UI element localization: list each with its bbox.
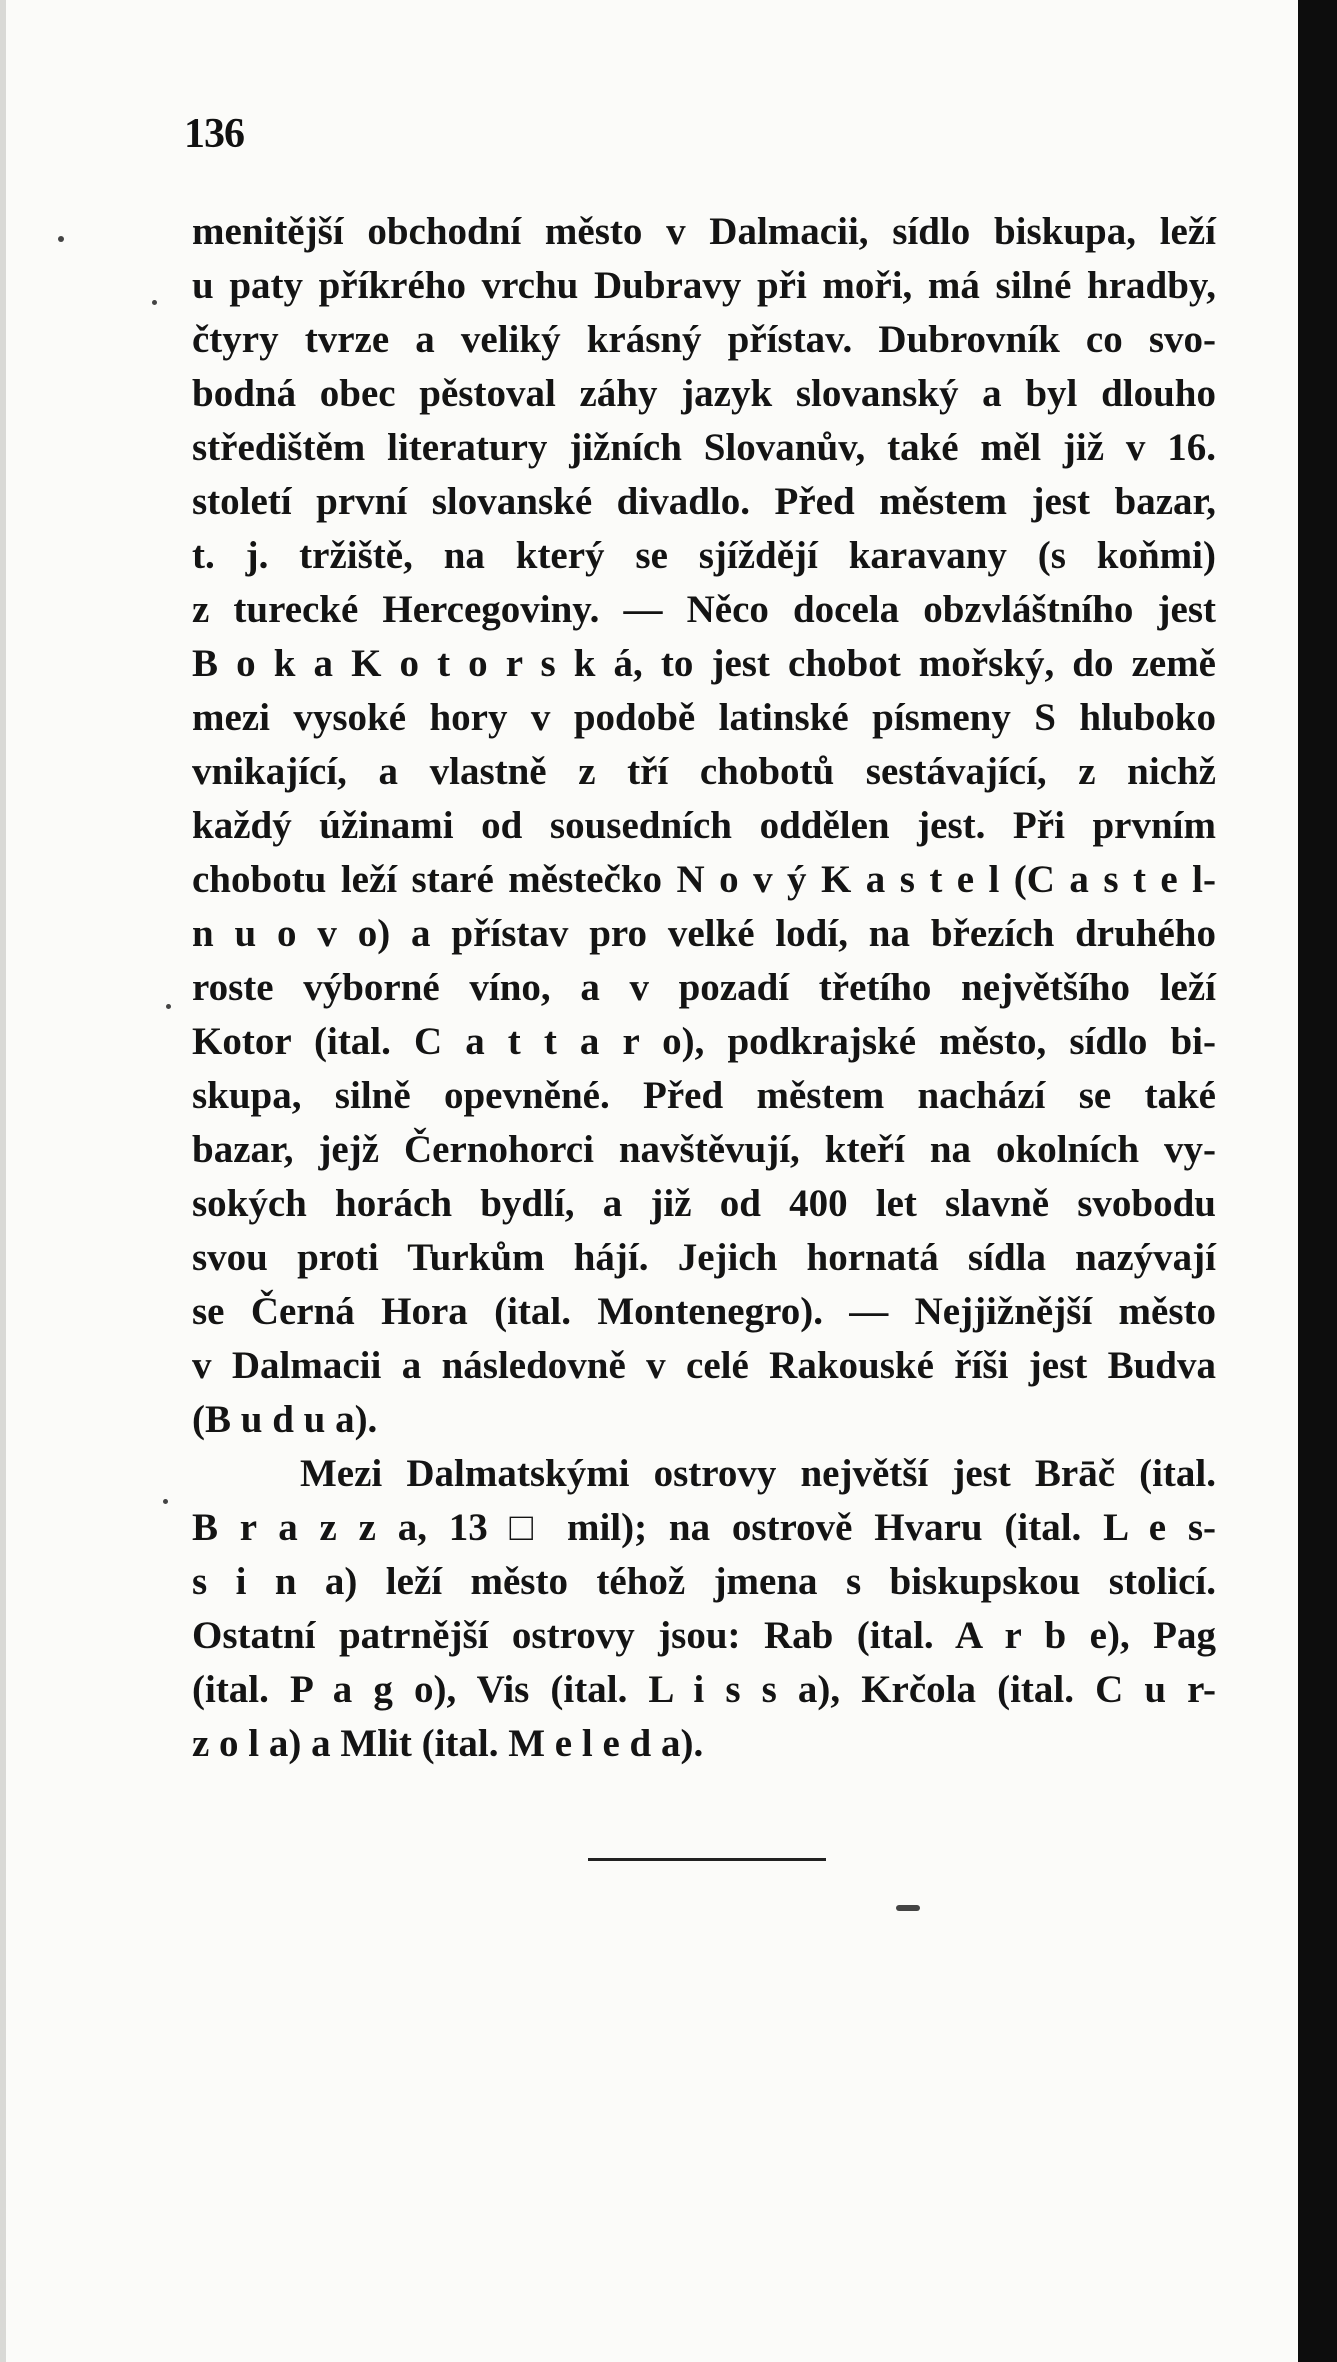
- text-line: n u o v o) a přístav pro velké lodí, na březích druhého: [192, 912, 1216, 955]
- text-line: čtyry tvrze a veliký krásný přístav. Dubrovník co svo-: [192, 318, 1216, 361]
- print-speck: [152, 300, 157, 305]
- text-line: vnikající, a vlastně z tří chobotů sestávající, z nichž: [192, 750, 1216, 793]
- text-line: Mezi Dalmatskými ostrovy největší jest Brāč (ital.: [300, 1452, 1216, 1495]
- print-speck: [166, 1004, 171, 1009]
- text-line: Kotor (ital. C a t t a r o), podkrajské město, sídlo bi-: [192, 1020, 1216, 1063]
- text-line: bazar, jejž Černohorci navštěvují, kteří na okolních vy-: [192, 1128, 1216, 1171]
- print-speck: [896, 1905, 920, 1911]
- text-line: Ostatní patrnější ostrovy jsou: Rab (ital. A r b e), Pag: [192, 1614, 1216, 1657]
- text-line: se Černá Hora (ital. Montenegro). — Nejjižnější město: [192, 1290, 1216, 1333]
- text-line: menitější obchodní město v Dalmacii, sídlo biskupa, leží: [192, 210, 1216, 253]
- text-line: roste výborné víno, a v pozadí třetího největšího leží: [192, 966, 1216, 1009]
- text-line: t. j. tržiště, na který se sjíždějí karavany (s koňmi): [192, 534, 1216, 577]
- text-line: v Dalmacii a následovně v celé Rakouské říši jest Budva: [192, 1344, 1216, 1387]
- text-line: bodná obec pěstoval záhy jazyk slovanský a byl dlouho: [192, 372, 1216, 415]
- text-line: (B u d u a).: [192, 1398, 378, 1441]
- section-divider: [588, 1858, 826, 1861]
- text-line: svou proti Turkům hájí. Jejich hornatá sídla nazývají: [192, 1236, 1216, 1279]
- page-number: 136: [184, 111, 244, 157]
- text-line: z turecké Hercegoviny. — Něco docela obzvláštního jest: [192, 588, 1216, 631]
- text-line: chobotu leží staré městečko N o v ý K a s t e l (C a s t e l-: [192, 858, 1216, 901]
- text-line: století první slovanské divadlo. Před městem jest bazar,: [192, 480, 1216, 523]
- text-line: z o l a) a Mlit (ital. M e l e d a).: [192, 1722, 704, 1765]
- print-speck: [163, 1499, 168, 1504]
- text-line: (ital. P a g o), Vis (ital. L i s s a), Krčola (ital. C u r-: [192, 1668, 1216, 1711]
- text-line: B r a z z a, 13 □ mil); na ostrově Hvaru (ital. L e s-: [192, 1506, 1216, 1549]
- text-line: u paty příkrého vrchu Dubravy při moři, má silné hradby,: [192, 264, 1216, 307]
- text-line: s i n a) leží město téhož jmena s biskupskou stolicí.: [192, 1560, 1216, 1603]
- page-left-edge: [0, 0, 6, 2362]
- body-text: [192, 205, 1216, 1771]
- text-line: každý úžinami od sousedních oddělen jest. Při prvním: [192, 804, 1216, 847]
- text-line: skupa, silně opevněné. Před městem nachází se také: [192, 1074, 1216, 1117]
- text-line: B o k a K o t o r s k á, to jest chobot mořský, do země: [192, 642, 1216, 685]
- page-right-edge: [1298, 0, 1337, 2362]
- text-line: sokých horách bydlí, a již od 400 let slavně svobodu: [192, 1182, 1216, 1225]
- text-line: středištěm literatury jižních Slovanův, také měl již v 16.: [192, 426, 1216, 469]
- print-speck: [58, 236, 64, 242]
- text-line: mezi vysoké hory v podobě latinské písmeny S hluboko: [192, 696, 1216, 739]
